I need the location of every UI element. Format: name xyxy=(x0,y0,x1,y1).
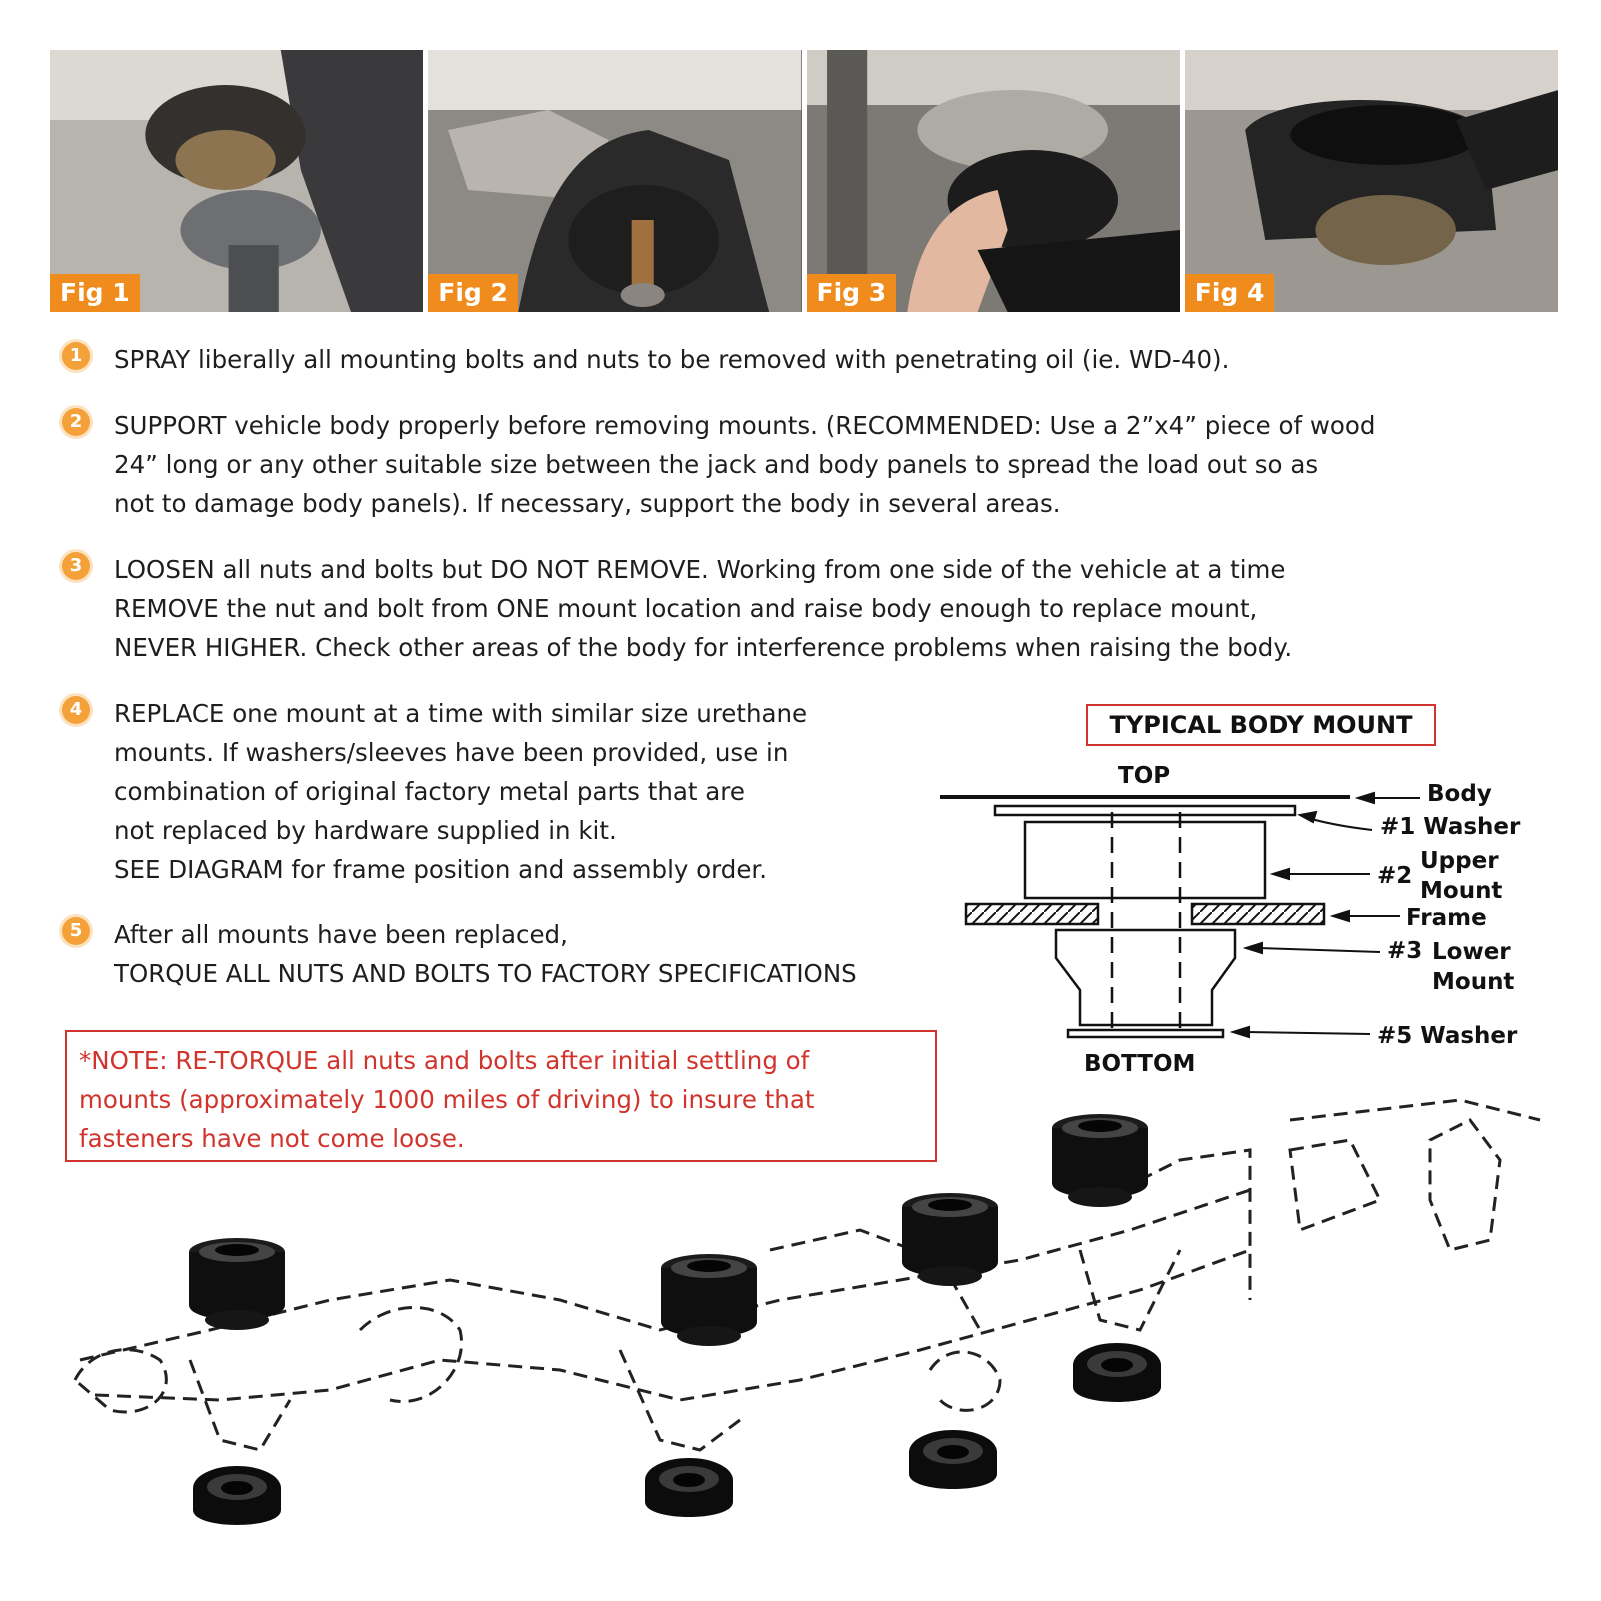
fig-label-2: Fig 2 xyxy=(428,274,518,312)
washer-5-shape xyxy=(1068,1030,1223,1037)
label-washer-5: #5 Washer xyxy=(1377,1023,1518,1049)
photo-strip xyxy=(50,50,1558,312)
step-number-4: 4 xyxy=(62,696,90,724)
diagram-top-label: TOP xyxy=(1118,763,1171,789)
step-text-4: REPLACE one mount at a time with similar size urethane mounts. If washers/sleeves have been provided, use in combination of original factory metal parts that are not replaced by hardware supplied in kit. SEE DIAGRAM for frame position and assembly order. xyxy=(114,699,808,884)
fig4-illustration xyxy=(1185,50,1558,312)
frame-right-shape xyxy=(1192,904,1324,924)
mount-bushings xyxy=(189,1114,1161,1525)
diagram-title: TYPICAL BODY MOUNT xyxy=(1086,704,1436,746)
bushing-lower-2 xyxy=(645,1458,733,1517)
upper-mount-shape xyxy=(1025,822,1265,898)
figure-3-photo xyxy=(807,50,1180,312)
step-text-3: LOOSEN all nuts and bolts but DO NOT REMOVE. Working from one side of the vehicle at a time REMOVE the nut and bolt from ONE mount location and raise body enough to replace mount, NEVER HIGHER. Check other areas of the body for interference problems when raising the body. xyxy=(114,555,1293,662)
figure-2-photo xyxy=(428,50,801,312)
step-number-2: 2 xyxy=(62,408,90,436)
label-lower-num: #3 xyxy=(1387,938,1423,964)
fig-label-3: Fig 3 xyxy=(807,274,897,312)
label-upper-num: #2 xyxy=(1377,863,1413,889)
bushing-lower-3 xyxy=(909,1430,997,1489)
bushing-upper-1 xyxy=(189,1238,285,1330)
fig1-illustration xyxy=(50,50,423,312)
step-number-1: 1 xyxy=(62,342,90,370)
frame-left-shape xyxy=(966,904,1098,924)
diagram-bottom-label: BOTTOM xyxy=(1084,1051,1196,1077)
step-text-5: After all mounts have been replaced, TORQUE ALL NUTS AND BOLTS TO FACTORY SPECIFICATIONS xyxy=(114,920,857,988)
step-number-5: 5 xyxy=(62,917,90,945)
retorque-note-box xyxy=(65,1030,937,1162)
label-body: Body xyxy=(1427,781,1492,807)
fig3-illustration xyxy=(807,50,1180,312)
bushing-lower-4 xyxy=(1073,1343,1161,1402)
label-upper-mount: Upper Mount xyxy=(1420,848,1503,904)
bushing-upper-4 xyxy=(1052,1114,1148,1207)
label-frame: Frame xyxy=(1406,905,1487,931)
bushing-upper-2 xyxy=(661,1254,757,1346)
step-number-3: 3 xyxy=(62,552,90,580)
step-text-2: SUPPORT vehicle body properly before removing mounts. (RECOMMENDED: Use a 2”x4” piece of wood 24” long or any other suitable size between the jack and body panels to spread the load out so as not to damage body panels). If necessary, support the body in several areas. xyxy=(114,411,1376,518)
fig2-illustration xyxy=(428,50,801,312)
figure-1-photo xyxy=(50,50,423,312)
figure-4-photo xyxy=(1185,50,1558,312)
bushing-lower-1 xyxy=(193,1466,281,1525)
label-washer-1: #1 Washer xyxy=(1380,814,1521,840)
fig-label-4: Fig 4 xyxy=(1185,274,1275,312)
label-lower-mount: Lower Mount xyxy=(1432,939,1515,995)
fig-label-1: Fig 1 xyxy=(50,274,140,312)
washer-1-shape xyxy=(995,806,1295,815)
lower-mount-shape xyxy=(1056,930,1235,1025)
bushing-upper-3 xyxy=(902,1193,998,1286)
retorque-note-text: *NOTE: RE-TORQUE all nuts and bolts after initial settling of mounts (approximately 1000 miles of driving) to insure that fasteners have not come loose. xyxy=(79,1046,815,1153)
step-text-1: SPRAY liberally all mounting bolts and nuts to be removed with penetrating oil (ie. WD-40). xyxy=(114,345,1230,374)
